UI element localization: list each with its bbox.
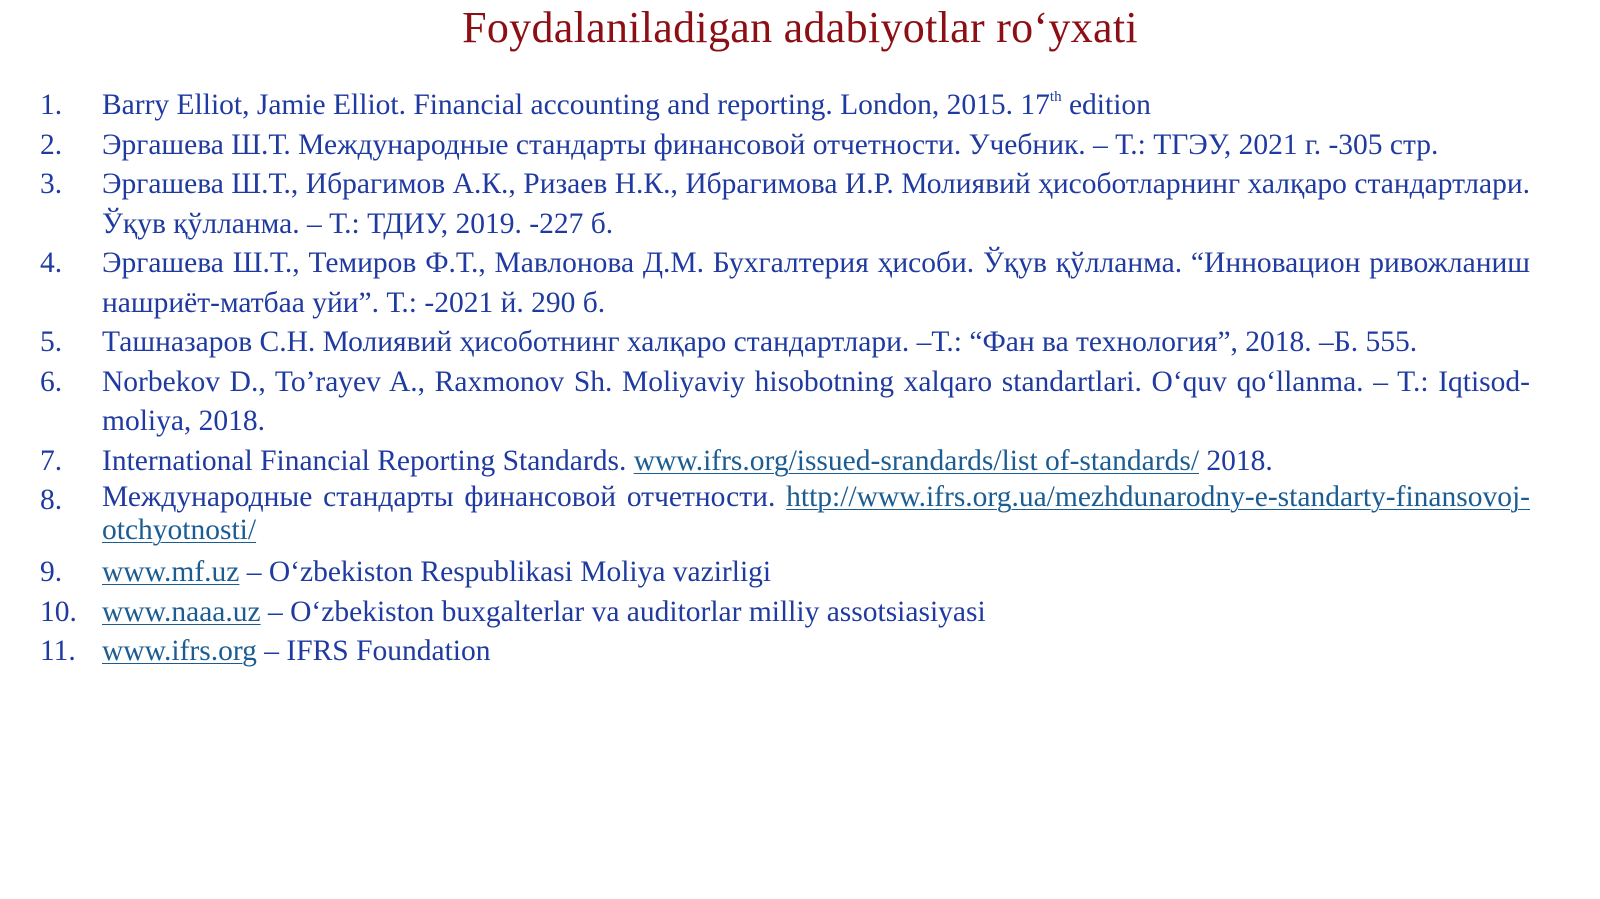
reference-text: Международные стандарты финансовой отчетности. http://www.ifrs.org.ua/mezhdunarodny-e-standarty-finansovoj-otchyotnosti/ bbox=[102, 481, 1530, 546]
reference-text: International Financial Reporting Standards. www.ifrs.org/issued-srandards/list of-standards/ 2018. bbox=[102, 444, 1273, 477]
reference-number: 4. bbox=[40, 247, 63, 279]
reference-number: 5. bbox=[40, 326, 63, 358]
reference-text: Эргашева Ш.Т., Темиров Ф.Т., Мавлонова Д.М. Бухгалтерия ҳисоби. Ўқув қўлланма. “Инновацион ривожланиш нашриёт-матбаа уйи”. Т.: -2021 й. 290 б. bbox=[102, 247, 1530, 319]
reference-link[interactable]: www.ifrs.org bbox=[102, 635, 257, 667]
reference-item bbox=[40, 323, 1530, 363]
reference-number: 3. bbox=[40, 168, 63, 200]
reference-text: Norbekov D., To’rayev A., Raxmonov Sh. Moliyaviy hisobotning xalqaro standartlari. O‘quv qo‘llanma. – T.: Iqtisod-moliya, 2018. bbox=[102, 365, 1530, 437]
reference-item bbox=[40, 553, 1530, 593]
reference-text: www.naaa.uz – O‘zbekiston buxgalterlar va auditorlar milliy assotsiasiyasi bbox=[102, 595, 986, 628]
reference-text: www.ifrs.org – IFRS Foundation bbox=[102, 635, 491, 667]
ordinal-suffix: th bbox=[1049, 89, 1062, 105]
reference-number: 6. bbox=[40, 365, 63, 398]
reference-link[interactable]: www.naaa.uz bbox=[102, 595, 261, 628]
reference-link[interactable]: www.ifrs.org/issued-srandards/list of-standards/ bbox=[633, 444, 1200, 477]
reference-text: Ташназаров С.Н. Молиявий ҳисоботнинг халқаро стандартлари. –Т.: “Фан ва технология”, 2018. –Б. 555. bbox=[102, 326, 1418, 358]
reference-text: www.mf.uz – O‘zbekiston Respublikasi Moliya vazirligi bbox=[102, 556, 772, 588]
reference-number: 7. bbox=[40, 444, 63, 477]
reference-list bbox=[40, 86, 1530, 672]
reference-item bbox=[40, 165, 1530, 244]
reference-number: 10. bbox=[40, 595, 77, 628]
reference-number: 9. bbox=[40, 556, 63, 588]
reference-item bbox=[40, 442, 1530, 482]
reference-link[interactable]: www.mf.uz bbox=[102, 556, 240, 588]
slide-title: Foydalaniladigan adabiyotlar ro‘yxati bbox=[462, 3, 1138, 52]
reference-item bbox=[40, 363, 1530, 442]
reference-text: Эргашева Ш.Т. Международные стандарты финансовой отчетности. Учебник. – Т.: ТГЭУ, 2021 г. -305 стр. bbox=[102, 128, 1439, 161]
reference-link[interactable]: http://www.ifrs.org.ua/mezhdunarodny-e-standarty-finansovoj-otchyotnosti/ bbox=[102, 481, 1530, 546]
reference-number: 11. bbox=[40, 635, 76, 667]
reference-number: 2. bbox=[40, 128, 63, 161]
reference-item bbox=[40, 126, 1530, 166]
reference-item bbox=[40, 244, 1530, 323]
reference-number: 1. bbox=[40, 89, 63, 121]
reference-number: 8. bbox=[40, 484, 63, 516]
reference-text: Эргашева Ш.Т., Ибрагимов А.К., Ризаев Н.К., Ибрагимова И.Р. Молиявий ҳисоботларнинг халқаро стандартлари. Ўқув қўлланма. – Т.: ТДИУ, 2019. -227 б. bbox=[102, 168, 1530, 240]
reference-item bbox=[40, 593, 1530, 633]
reference-text: Barry Elliot, Jamie Elliot. Financial accounting and reporting. London, 2015. 17th edition bbox=[102, 89, 1151, 121]
reference-item bbox=[40, 481, 1530, 547]
reference-item bbox=[40, 632, 1530, 672]
reference-item bbox=[40, 86, 1530, 126]
